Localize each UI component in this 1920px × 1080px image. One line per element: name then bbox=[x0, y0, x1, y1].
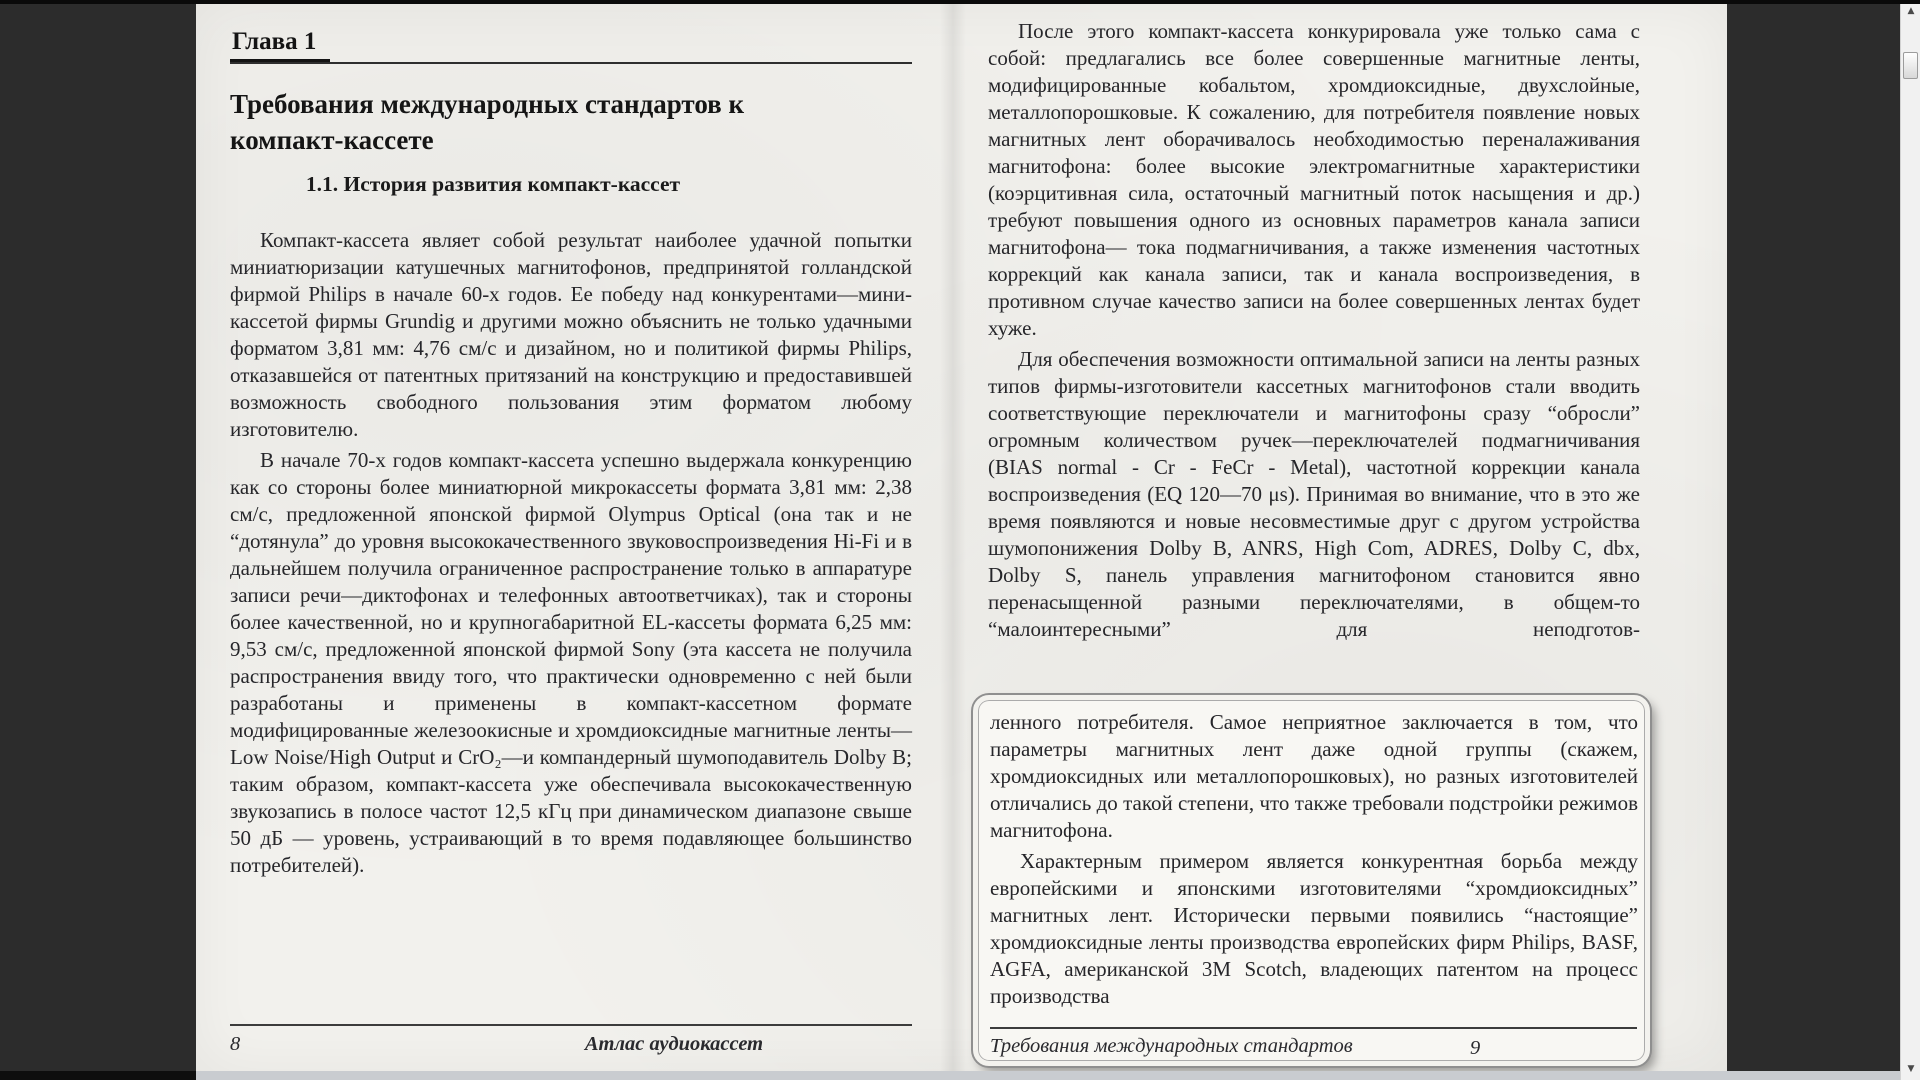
page-number: 8 bbox=[230, 1033, 241, 1055]
paragraph: Для обеспечения возможности оптимальной записи на ленты разных типов фирмы-изготовители кассетных магнитофонов стали вводить соответствующие переключатели и магнитофоны сразу “обросли” огромным количеством ручек—переключателей подмагничивания (BIAS normal - Cr - FeCr - Metal), частотной коррекции канала воспроизведения (EQ 120—70 μs). Принимая во внимание, что в это же время появляются и новые несовместимые друг с другом устройства шумопонижения Dolby B, ANRS, High Com, ADRES, Dolby C, dbx, Dolby S, панель управления магнитофоном становится явно перенасыщенной разными переключателями, в общем-то “малоинтересными” для неподготов- bbox=[988, 347, 1640, 641]
running-title: Атлас аудиокассет bbox=[584, 1033, 764, 1055]
right-page-footer bbox=[990, 1027, 1637, 1058]
scroll-thumb[interactable] bbox=[1903, 52, 1918, 79]
page-number: 9 bbox=[1470, 1037, 1481, 1059]
left-page-footer bbox=[230, 1024, 912, 1056]
up-arrow-icon: ▲ bbox=[1907, 6, 1915, 16]
paragraph: После этого компакт-кассета конкурировала уже только сама с собой: предлагались все более совершенные магнитные ленты, модифицированные кобальтом, хромдиоксидные, двухслойные, металлопорошковые. К сожалению, для потребителя появление новых магнитных лент оборачивалось необходимостью переналаживания магнитофона: более высокие электромагнитные характеристики (коэрцитивная сила, остаточный магнитный поток насыщения и др.) требуют повышения одного из основных параметров канала записи магнитофона— тока подмагничивания, а также изменения частотных коррекций как канала записи, так и канала воспроизведения, в противном случае качество записи на более совершенных лентах будет хуже. bbox=[988, 19, 1640, 340]
paragraph: В начале 70-х годов компакт-кассета успешно выдержала конкуренцию как со стороны более миниатюрной микрокассеты формата 3,81 мм: 2,38 см/с, предложенной японской фирмой Olympus Optical (она так и не “дотянула” до уровня высококачественного звуковоспроизведения Hi-Fi и в дальнейшем получила ограниченное распространение только в аппаратуре записи речи—диктофонах и телефонных автоответчиках), так и стороны более качественной, но и крупногабаритной EL-кассеты формата 6,25 мм: 9,53 см/с, предложенной японской фирмой Sony (эта кассета не получила распространения ввиду того, что практически одновременно с ней были разработаны и применены в компакт-кассетном формате модифицированные железоокисные и хромдиоксидные магнитные ленты— Low Noise/High Output и CrO₂—и компандерный шумоподавитель Dolby B; таким образом, компакт-кассета уже обеспечивала высококачественную звукозапись в полосе частот 12,5 кГц при динамическом диапазоне свыше 50 дБ — уровень, устраивающий в то время подавляющее большинство потребителей). bbox=[230, 448, 912, 877]
top-edge bbox=[0, 0, 1920, 4]
running-title: Требования международных стандартов bbox=[990, 1035, 1353, 1057]
section-heading: 1.1. История развития компакт-кассет bbox=[305, 172, 681, 196]
paragraph: ленного потребителя. Самое неприятное заключается в том, что параметры магнитных лент даже одной группы (скажем, хромдиоксидных или металлопорошковых), но разных изготовителей отличались до такой степени, что также требовали подстройки режимов магнитофона. bbox=[990, 710, 1638, 842]
down-arrow-icon: ▼ bbox=[1907, 1064, 1915, 1074]
bottom-left-edge bbox=[0, 1071, 196, 1080]
page-title bbox=[230, 86, 912, 158]
paragraph: Характерным примером является конкурентная борьба между европейскими и японскими изготовителями “хромдиоксидных” магнитных лент. Исторически первыми появились “настоящие” хромдиоксидные ленты производства европейских фирм Philips, BASF, AGFA, американской 3M Scotch, владеющих патентом на процесс производства bbox=[990, 849, 1638, 1008]
chapter-label: Глава 1 bbox=[230, 28, 330, 62]
book-spread bbox=[196, 4, 1727, 1071]
vertical-scrollbar[interactable] bbox=[1900, 0, 1920, 1080]
highlight-box bbox=[973, 695, 1650, 1066]
chapter-rule bbox=[230, 28, 912, 64]
left-page bbox=[230, 28, 912, 879]
page-title-line1: Требования международных стандартов к bbox=[230, 89, 745, 119]
scroll-down-button[interactable] bbox=[1901, 1058, 1920, 1080]
page-gutter-shadow bbox=[940, 4, 966, 1071]
page-title-line2: компакт-кассете bbox=[230, 125, 434, 155]
highlight-box-content bbox=[990, 709, 1638, 1010]
right-page bbox=[988, 18, 1640, 643]
horizontal-scrollbar-track[interactable] bbox=[196, 1071, 1900, 1080]
paragraph: Компакт-кассета являет собой результат наиболее удачной попытки миниатюризации катушечных магнитофонов, предпринятой голландской фирмой Philips в начале 60-х годов. Ее победу над конкурентами—мини-кассетой фирмы Grundig и другими можно объяснить не только удачными форматом 3,81 мм: 4,76 см/с и дизайном, но и политикой фирмы Philips, отказавшейся от патентных притязаний на конструкцию и предоставившей возможность свободного пользования этим форматом любому изготовителю. bbox=[230, 228, 912, 441]
